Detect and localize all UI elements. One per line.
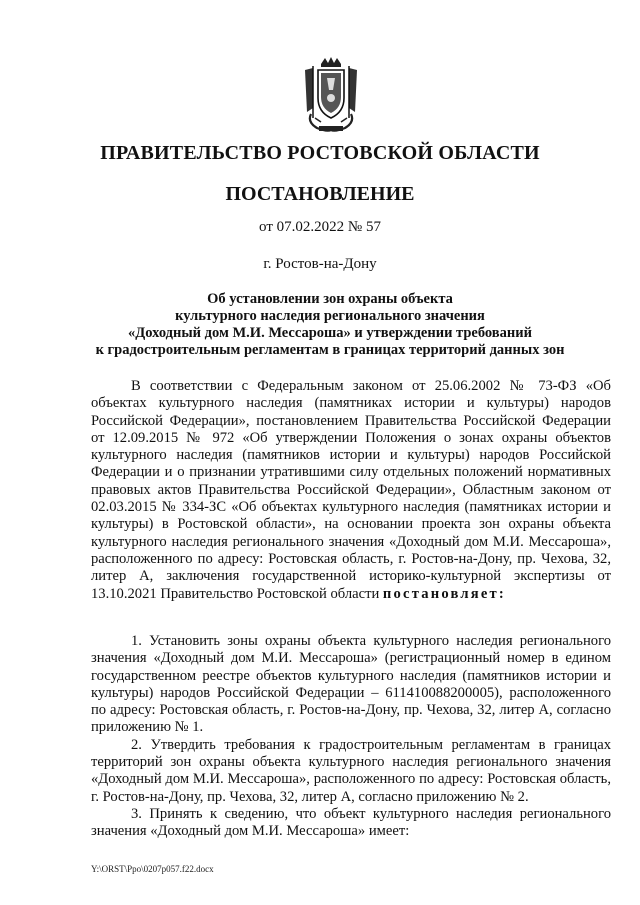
heading-line: «Доходный дом М.И. Мессароша» и утверждении требований xyxy=(128,325,532,341)
heading-line: к градостроительным регламентам в границах территорий данных зон xyxy=(95,342,565,358)
file-path-footer: Y:\ORST\Ppo\0207p057.f22.docx xyxy=(91,864,214,874)
heading-line: Об установлении зон охраны объекта xyxy=(207,291,453,307)
heading-line: культурного наследия регионального значения xyxy=(175,308,485,324)
decree-word: постановляет: xyxy=(382,585,506,602)
decree-item: 2. Утвердить требования к градостроительным регламентам в границах территорий зон охраны объекта культурного наследия регионального значения «Доходный дом М.И. Мессароша», расположенного по адресу: Ростовская область, г. Ростов-на-Дону, пр. Чехова, 32, литер А, согласно приложению № 2. xyxy=(91,736,611,805)
document-heading xyxy=(90,291,570,359)
document-city: г. Ростов-на-Дону xyxy=(263,256,377,272)
decree-item: 1. Установить зоны охраны объекта культурного наследия регионального значения «Доходный дом М.И. Мессароша» (регистрационный номер в едином государственном реестре объектов культурного наследия (памятников истории и культуры) народов Российской Федерации – 611410088200005), расположенного по адресу: Ростовская область, г. Ростов-на-Дону, пр. Чехова, 32, литер А, согласно приложению № 1. xyxy=(91,633,611,736)
decree-items xyxy=(91,633,611,841)
document-type: ПОСТАНОВЛЕНИЕ xyxy=(225,183,415,205)
intro-paragraph xyxy=(91,378,611,603)
decree-item: 3. Принять к сведению, что объект культурного наследия регионального значения «Доходный дом М.И. Мессароша» имеет: xyxy=(91,805,611,840)
document-date-number: от 07.02.2022 № 57 xyxy=(259,219,381,235)
intro-text: В соответствии с Федеральным законом от 25.06.2002 № 73-ФЗ «Об объектах культурного наследия (памятниках истории и культуры) народов Российской Федерации», постановлением Правительства Российской Федерации от 12.09.2015 № 972 «Об утверждении Положения о зонах охраны объектов культурного наследия (памятников истории и культуры) народов Российской Федерации и о признании утратившими силу отдельных положений нормативных правовых актов Правительства Российской Федерации», Областным законом от 02.03.2015 № 334-ЗС «Об объектах культурного наследия (памятниках истории и культуры) в Ростовской области», на основании проекта зон охраны объекта культурного наследия регионального значения «Доходный дом М.И. Мессароша», расположенного по адресу: Ростовская область, г. Ростов-на-Дону, пр. Чехова, 32, литер А, заключения государственной историко-культурной экспертизы от 13.10.2021 Правительство Ростовской области xyxy=(91,378,611,602)
government-title: ПРАВИТЕЛЬСТВО РОСТОВСКОЙ ОБЛАСТИ xyxy=(100,142,540,164)
coat-of-arms-emblem xyxy=(299,56,363,136)
